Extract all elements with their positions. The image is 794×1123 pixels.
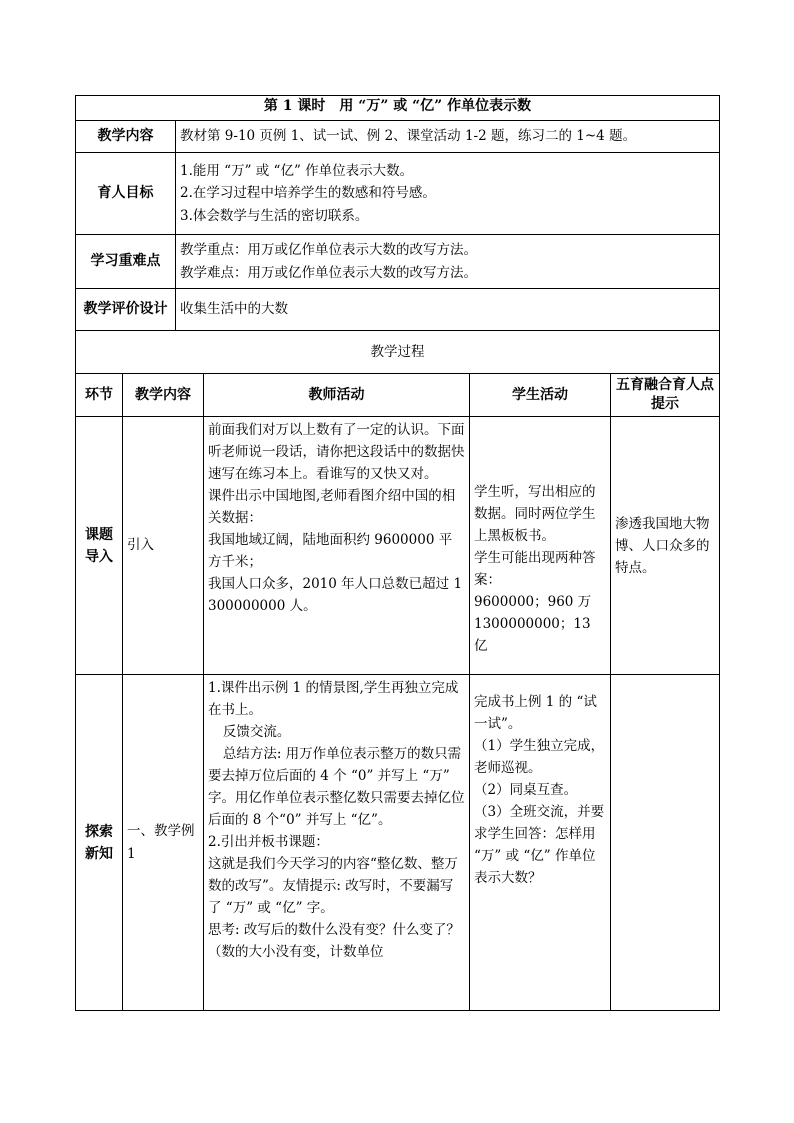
student-paragraph: 1300000000；13 亿 xyxy=(474,616,591,654)
teacher-paragraph: 这就是我们今天学习的内容“整亿数、整万数的改写”。友情提示: 改写时，不要漏写了 “万” 或 “亿” 字。 xyxy=(208,856,458,916)
header-tips: 五育融合育人点提示 xyxy=(611,374,720,417)
student-paragraph: （2）同桌互查。 xyxy=(474,782,578,798)
teacher-paragraph: 2.引出并板书课题： xyxy=(208,834,329,850)
header-teacher: 教师活动 xyxy=(204,374,470,417)
teacher-paragraph: 我国地域辽阔，陆地面积约 9600000 平方千米； xyxy=(208,532,453,570)
teacher-paragraph: 1.课件出示例 1 的情景图,学生再独立完成在书上。 xyxy=(208,680,459,718)
student-paragraph: 学生听，写出相应的数据。同时两位学生上黑板板书。 xyxy=(474,484,596,544)
teacher-paragraph: 思考: 改写后的数什么没有变？什么变了？（数的大小没有变，计数单位 xyxy=(208,922,460,960)
student-paragraph: （3）全班交流，并要求学生回答：怎样用 “万” 或 “亿” 作单位表示大数？ xyxy=(474,804,605,886)
stage-intro: 课题导入 xyxy=(76,417,123,675)
lesson-plan xyxy=(75,95,719,1011)
tips-explore xyxy=(611,675,720,1011)
student-paragraph: 完成书上例 1 的 “试一试”。 xyxy=(474,694,597,732)
keypoint-line: 教学重点：用万或亿作单位表示大数的改写方法。 xyxy=(180,242,477,258)
keypoints-text xyxy=(176,235,720,289)
tips-intro: 渗透我国地大物博、人口众多的特点。 xyxy=(611,417,720,675)
goal-line: 2.在学习过程中培养学生的数感和符号感。 xyxy=(180,185,436,202)
goals-label: 育人目标 xyxy=(76,153,176,235)
student-paragraph: 9600000；960 万 xyxy=(474,594,592,610)
goal-line: 1.能用 “万” 或 “亿” 作单位表示大数。 xyxy=(180,162,414,179)
content-intro: 引入 xyxy=(123,417,204,675)
keypoints-label: 学习重难点 xyxy=(76,235,176,289)
student-activity-explore xyxy=(470,675,611,1011)
stage-explore: 探索新知 xyxy=(76,675,123,1011)
header-content: 教学内容 xyxy=(123,374,204,417)
teacher-activity-intro xyxy=(204,417,470,675)
lesson-title: 第 1 课时 用 “万” 或 “亿” 作单位表示数 xyxy=(76,96,720,121)
teacher-activity-explore xyxy=(204,675,470,1011)
content-text: 教材第 9-10 页例 1、试一试、例 2、课堂活动 1-2 题，练习二的 1~4 题。 xyxy=(176,121,720,153)
teacher-paragraph: 前面我们对万以上数有了一定的认识。下面听老师说一段话，请你把这段话中的数据快速写在练习本上。看谁写的又快又对。 xyxy=(208,422,465,482)
lesson-table xyxy=(75,95,720,1011)
process-title: 教学过程 xyxy=(76,331,720,374)
teacher-paragraph: 总结方法: 用万作单位表示整万的数只需要去掉万位后面的 4 个 “0” 并写上 “万” 字。用亿作单位表示整亿数只需要去掉亿位后面的 8 个“0” 并写上 “亿”。 xyxy=(208,746,465,828)
content-explore: 一、教学例 1 xyxy=(123,675,204,1011)
evaluation-text: 收集生活中的大数 xyxy=(176,289,720,331)
header-stage: 环节 xyxy=(76,374,123,417)
content-label: 教学内容 xyxy=(76,121,176,153)
evaluation-label: 教学评价设计 xyxy=(76,289,176,331)
keypoint-line: 教学难点：用万或亿作单位表示大数的改写方法。 xyxy=(180,264,477,281)
teacher-paragraph: 课件出示中国地图,老师看图介绍中国的相关数据： xyxy=(208,488,456,526)
header-student: 学生活动 xyxy=(470,374,611,417)
student-paragraph: （1）学生独立完成，老师巡视。 xyxy=(474,738,605,776)
goals-text xyxy=(176,153,720,235)
goal-line: 3.体会数学与生活的密切联系。 xyxy=(180,207,369,224)
student-paragraph: 学生可能出现两种答案： xyxy=(474,550,596,588)
teacher-paragraph: 我国人口众多，2010 年人口总数已超过 1300000000 人。 xyxy=(208,576,463,614)
teacher-paragraph: 反馈交流。 xyxy=(222,724,291,740)
student-activity-intro xyxy=(470,417,611,675)
